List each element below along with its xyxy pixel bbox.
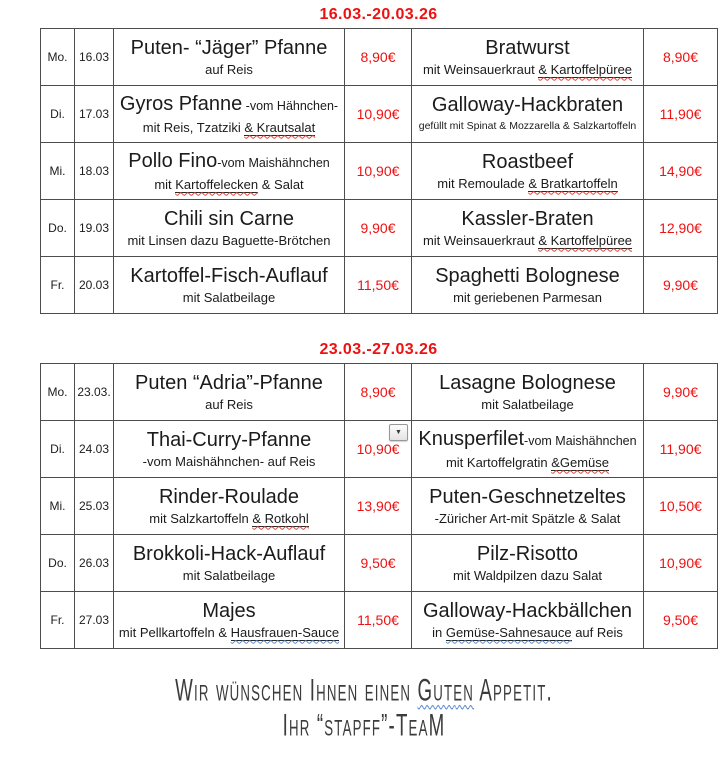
meal-name <box>412 543 643 566</box>
meal-name-text: Galloway-Hackbällchen <box>423 599 632 622</box>
meal-cell <box>412 364 644 421</box>
price-text: 13,90€ <box>356 498 400 514</box>
meal-name <box>412 486 643 509</box>
price-cell <box>644 143 718 200</box>
date-cell: 18.03 <box>75 143 114 200</box>
subtitle-segment <box>538 62 632 78</box>
week-2-table <box>40 363 718 649</box>
subtitle-segment: mit <box>154 176 176 192</box>
price-cell <box>345 592 412 649</box>
date-cell: 26.03 <box>75 535 114 592</box>
subtitle-segment <box>231 625 339 641</box>
subtitle-segment: mit Salatbeilage <box>481 396 574 412</box>
day-cell: Mo. <box>41 364 75 421</box>
meal-subtitle <box>412 118 643 135</box>
price-cell <box>345 143 412 200</box>
subtitle-segment: mit Pellkartoffeln & <box>118 624 231 640</box>
meal-name-text: Pilz-Risotto <box>476 542 579 565</box>
meal-cell <box>114 592 345 649</box>
price-text: 10,90€ <box>356 106 400 122</box>
menu-row <box>41 200 718 257</box>
meal-subtitle <box>114 510 344 527</box>
meal-cell <box>114 257 345 314</box>
day-cell: Do. <box>41 535 75 592</box>
meal-cell <box>412 535 644 592</box>
footer-greeting <box>80 673 648 743</box>
price-text: 10,50€ <box>659 498 702 514</box>
subtitle-segment: mit Remoulade <box>437 175 529 191</box>
meal-name <box>114 37 344 60</box>
price-cell <box>644 535 718 592</box>
meal-name <box>412 37 643 60</box>
meal-cell <box>412 592 644 649</box>
subtitle-segment <box>418 673 475 708</box>
day-cell: Fr. <box>41 592 75 649</box>
subtitle-segment: auf Reis <box>205 396 253 412</box>
subtitle-segment: auf Reis <box>571 624 623 640</box>
meal-name <box>412 600 643 623</box>
date-cell: 24.03 <box>75 421 114 478</box>
meal-name <box>412 372 643 395</box>
price-cell <box>345 364 412 421</box>
meal-name-text: Roastbeef <box>481 150 574 173</box>
meal-name-text: Chili sin Carne <box>163 207 295 230</box>
subtitle-segment: -Züricher Art-mit Spätzle & Salat <box>434 510 621 526</box>
menu-row <box>41 29 718 86</box>
date-cell: 17.03 <box>75 86 114 143</box>
price-text: 10,90€ <box>356 441 400 457</box>
subtitle-segment: mit Reis, Tzatziki <box>142 119 245 135</box>
meal-cell <box>114 421 345 478</box>
price-text: 10,90€ <box>356 163 400 179</box>
week-1-table <box>40 28 718 314</box>
meal-subtitle <box>412 624 643 641</box>
price-text: 9,50€ <box>360 555 396 571</box>
meal-subtitle <box>412 567 643 584</box>
menu-row <box>41 535 718 592</box>
meal-name-suffix: -vom Maishähnchen <box>524 433 637 448</box>
subtitle-segment <box>446 625 572 641</box>
subtitle-segment: gefüllt mit Spinat & Mozzarella & Salzkartoffeln <box>418 119 637 132</box>
autocorrect-dropdown-icon[interactable]: ▼ <box>389 424 408 441</box>
price-text: 8,90€ <box>360 49 396 65</box>
price-cell <box>345 257 412 314</box>
meal-subtitle <box>114 119 344 136</box>
meal-cell <box>412 29 644 86</box>
red-squiggle-text: &Gemüse <box>551 454 610 470</box>
meal-name-text: Galloway-Hackbraten <box>431 93 624 116</box>
subtitle-segment: in <box>432 624 446 640</box>
price-text: 11,90€ <box>659 441 702 457</box>
price-text: 11,50€ <box>357 277 399 293</box>
week-section-2 <box>0 341 728 649</box>
meal-subtitle <box>412 289 643 306</box>
price-text: 9,90€ <box>662 277 699 293</box>
meal-name-suffix: -vom Hähnchen- <box>242 98 339 113</box>
price-text: 9,50€ <box>662 612 699 628</box>
subtitle-segment: -vom Maishähnchen- auf Reis <box>142 453 316 469</box>
subtitle-segment: mit geriebenen Parmesan <box>453 289 602 305</box>
meal-subtitle <box>114 453 344 470</box>
week-section-1 <box>0 0 728 314</box>
price-text: 8,90€ <box>360 384 396 400</box>
meal-cell <box>412 200 644 257</box>
menu-row <box>41 364 718 421</box>
meal-subtitle <box>114 289 344 306</box>
price-cell <box>345 86 412 143</box>
menu-row <box>41 143 718 200</box>
price-cell <box>345 29 412 86</box>
menu-row <box>41 421 718 478</box>
meal-subtitle <box>412 232 643 249</box>
meal-name <box>412 428 643 453</box>
menu-row <box>41 257 718 314</box>
subtitle-segment <box>175 177 258 193</box>
subtitle-segment: & Salat <box>258 176 304 192</box>
day-cell: Fr. <box>41 257 75 314</box>
meal-name <box>114 208 344 231</box>
price-cell <box>345 478 412 535</box>
blue-squiggle-text: Hausfrauen-Sauce <box>230 624 340 640</box>
day-cell: Di. <box>41 86 75 143</box>
date-cell: 27.03 <box>75 592 114 649</box>
meal-subtitle <box>412 61 643 78</box>
price-text: 10,90€ <box>659 555 702 571</box>
red-squiggle-text: & Kartoffelpüree <box>538 232 633 248</box>
subtitle-segment <box>551 455 609 471</box>
subtitle-segment <box>244 120 315 136</box>
footer-line-2: Ihr “stapff”-TeaM <box>282 708 446 744</box>
meal-cell <box>114 364 345 421</box>
meal-name-text: Rinder-Roulade <box>158 485 300 508</box>
blue-squiggle-text: Gemüse-Sahnesauce <box>445 624 572 640</box>
meal-name <box>412 265 643 288</box>
date-cell: 20.03 <box>75 257 114 314</box>
week-1-title: 16.03.-20.03.26 <box>319 6 438 23</box>
subtitle-segment: mit Kartoffelgratin <box>445 454 552 470</box>
subtitle-segment: Appetit. <box>474 673 553 709</box>
meal-name <box>412 94 643 117</box>
blue-squiggle-text: Guten <box>417 673 475 709</box>
meal-cell <box>114 29 345 86</box>
price-text: 11,50€ <box>357 612 399 628</box>
red-squiggle-text: & Krautsalat <box>244 119 316 135</box>
red-squiggle-text: & Kartoffelpüree <box>538 61 633 77</box>
subtitle-segment: mit Salzkartoffeln <box>149 510 253 526</box>
meal-name-text: Brokkoli-Hack-Auflauf <box>132 542 326 565</box>
meal-cell <box>114 478 345 535</box>
meal-name <box>114 429 344 452</box>
price-cell <box>644 478 718 535</box>
price-cell <box>345 535 412 592</box>
meal-name <box>114 150 344 175</box>
meal-subtitle <box>114 567 344 584</box>
subtitle-segment <box>538 233 632 249</box>
meal-name-text: Thai-Curry-Pfanne <box>146 428 312 451</box>
meal-subtitle <box>412 454 643 471</box>
meal-name <box>412 151 643 174</box>
meal-name-text: Majes <box>202 599 256 622</box>
meal-cell <box>114 200 345 257</box>
date-cell: 16.03 <box>75 29 114 86</box>
subtitle-segment <box>528 176 617 192</box>
price-cell <box>644 592 718 649</box>
subtitle-segment: mit Linsen dazu Baguette-Brötchen <box>127 232 331 248</box>
price-cell <box>644 86 718 143</box>
subtitle-segment: mit Salatbeilage <box>182 289 276 305</box>
meal-cell <box>412 143 644 200</box>
subtitle-segment: mit Weinsauerkraut <box>422 61 539 77</box>
price-cell <box>644 200 718 257</box>
meal-name-text: Puten-Geschnetzeltes <box>429 485 626 508</box>
price-cell <box>644 421 718 478</box>
day-cell: Mo. <box>41 29 75 86</box>
red-squiggle-text: & Bratkartoffeln <box>528 175 618 191</box>
day-cell: Do. <box>41 200 75 257</box>
meal-cell <box>114 86 345 143</box>
subtitle-segment: Wir wünschen Ihnen einen <box>175 673 418 709</box>
meal-name <box>114 486 344 509</box>
day-cell: Mi. <box>41 143 75 200</box>
price-text: 9,90€ <box>662 384 699 400</box>
meal-cell <box>412 257 644 314</box>
price-text: 9,90€ <box>360 220 396 236</box>
footer-line-1 <box>80 673 648 708</box>
price-text: 14,90€ <box>659 163 702 179</box>
day-cell: Mi. <box>41 478 75 535</box>
meal-cell <box>114 535 345 592</box>
meal-name-text: Bratwurst <box>485 36 570 59</box>
meal-name <box>412 208 643 231</box>
meal-name-text: Kassler-Braten <box>461 207 594 230</box>
price-cell <box>644 364 718 421</box>
meal-subtitle <box>114 176 344 193</box>
price-text: 8,90€ <box>662 49 699 65</box>
subtitle-segment: auf Reis <box>205 61 253 77</box>
meal-name <box>114 372 344 395</box>
meal-name-text: Puten- “Jäger” Pfanne <box>130 36 328 59</box>
meal-subtitle <box>114 61 344 78</box>
price-text: 11,90€ <box>659 106 702 122</box>
meal-cell <box>412 421 644 478</box>
meal-name-suffix: -vom Maishähnchen <box>217 155 330 170</box>
meal-name <box>114 600 344 623</box>
menu-row <box>41 478 718 535</box>
meal-cell <box>114 143 345 200</box>
week-2-title: 23.03.-27.03.26 <box>319 341 438 358</box>
price-cell <box>345 200 412 257</box>
price-text: 12,90€ <box>659 220 702 236</box>
date-cell: 23.03. <box>75 364 114 421</box>
red-squiggle-text: & Rotkohl <box>252 510 309 526</box>
price-cell <box>644 29 718 86</box>
meal-subtitle <box>412 510 643 527</box>
date-cell: 25.03 <box>75 478 114 535</box>
meal-name-text: Knusperfilet <box>418 427 525 450</box>
meal-subtitle <box>114 396 344 413</box>
meal-cell <box>412 86 644 143</box>
menu-row <box>41 592 718 649</box>
subtitle-segment: mit Weinsauerkraut <box>422 232 539 248</box>
meal-name <box>114 265 344 288</box>
price-cell <box>345 421 412 478</box>
meal-name-text: Gyros Pfanne <box>119 92 243 115</box>
meal-cell <box>412 478 644 535</box>
meal-name <box>114 543 344 566</box>
meal-name-text: Pollo Fino <box>128 149 218 172</box>
price-cell <box>644 257 718 314</box>
red-squiggle-text: Kartoffelecken <box>175 176 259 192</box>
meal-name-text: Lasagne Bolognese <box>439 371 616 394</box>
meal-name-text: Kartoffel-Fisch-Auflauf <box>130 264 328 287</box>
meal-subtitle <box>412 396 643 413</box>
subtitle-segment <box>252 511 308 527</box>
meal-subtitle <box>114 624 344 641</box>
meal-name <box>114 93 344 118</box>
meal-name-text: Puten “Adria”-Pfanne <box>135 371 323 394</box>
meal-name-text: Spaghetti Bolognese <box>435 264 620 287</box>
menu-row <box>41 86 718 143</box>
date-cell: 19.03 <box>75 200 114 257</box>
day-cell: Di. <box>41 421 75 478</box>
meal-subtitle <box>114 232 344 249</box>
meal-subtitle <box>412 175 643 192</box>
subtitle-segment: mit Salatbeilage <box>182 567 276 583</box>
subtitle-segment: mit Waldpilzen dazu Salat <box>452 567 603 583</box>
